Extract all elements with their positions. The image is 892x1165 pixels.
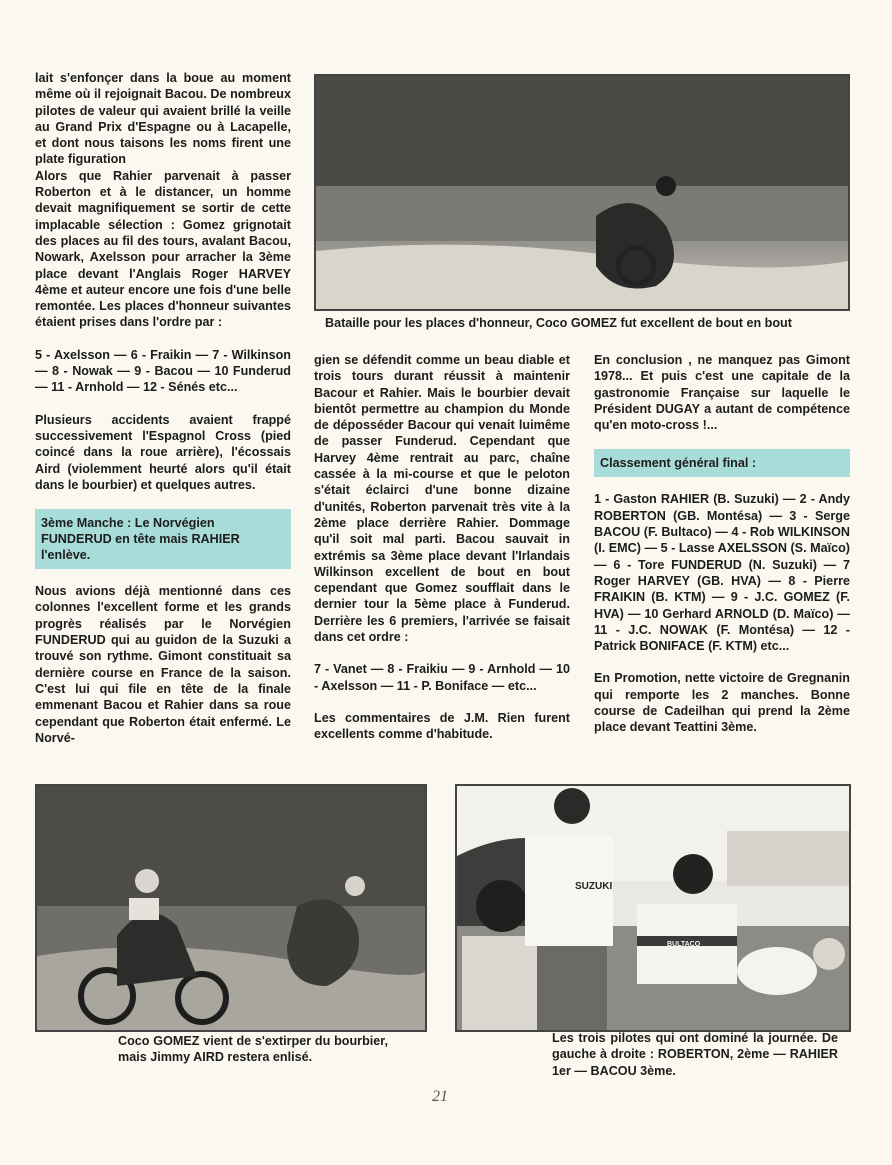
article-column-2 [314,352,570,759]
photo-three-riders [455,784,851,1032]
section-heading-classement: Classement général final : [594,449,850,477]
photo-crowd-race [314,74,850,311]
paragraph: En conclusion , ne manquez pas Gimont 1978... Et puis c'est une capitale de la gastronomie Française sur laquelle le Président DUGAY a autant de compétence qu'en moto-cross !... [594,353,850,433]
caption-bottom-left-photo: Coco GOMEZ vient de s'extirper du bourbier, mais Jimmy AIRD restera enlisé. [118,1034,388,1065]
section-heading-3eme-manche: 3ème Manche : Le Norvégien FUNDERUD en tête mais RAHIER l'enlève. [35,509,291,569]
paragraph: Les commentaires de J.M. Rien furent excellents comme d'habitude. [314,710,570,742]
paragraph: lait s'enfonçer dans la boue au moment même où il rejoignait Bacou. De nombreux pilotes de valeur qui avaient brillé la veille au Grand Prix d'Espagne ou à Lacapelle, et dont nous taisons les noms firent une plate figuration [35,71,291,167]
final-standings: 1 - Gaston RAHIER (B. Suzuki) — 2 - Andy ROBERTON (GB. Montésa) — 3 - Serge BACOU (F. Bultaco) — 4 - Rob WILKINSON (I. EMC) — 5 - Lasse AXELSSON (S. Maïco) — 6 - Tore FUNDERUD (N. Suzuki) — 7 Roger HARVEY (GB. HVA) — 8 - Pierre FRAIKIN (B. KTM) — 9 - J.C. GOMEZ (F. HVA) — 10 Gerhard ARNOLD (D. Maïco) — 11 - J.C. NOWAK (F. Montésa) — 12 - Patrick BONIFACE (F. KTM) etc... [594,492,850,654]
paragraph: gien se défendit comme un beau diable et trois tours durant réussit à maintenir Bacour et Rahier. Mais le bourbier devait bientôt permettre au champion du Monde de déposséder Bacour qui venait luimême de passer Funderud. Cependant que Harvey 4ème rentrait au parc, chaîne cassée à la mi-course et que le peloton s'était éclairci d'une bonne dizaine d'unités, Roberton parvenait très vite à la 2ème place derrière Rahier. Dommage qu'il soit mal parti. Bacou sauvait in extrémis sa 3ème place devant l'Irlandais Wilkinson excellent de bout en bout cependant que Gomez soufflait dans le dernier tour la 5ème place à Funderud. Derrière les 6 premiers, l'arrivée se faisait dans cet ordre : [314,353,570,645]
caption-top-photo: Bataille pour les places d'honneur, Coco GOMEZ fut excellent de bout en bout [325,316,792,330]
photo-gomez-aird [35,784,427,1032]
page-number: 21 [432,1088,448,1105]
bultaco-logo: BULTACO [667,941,701,948]
results-list: 7 - Vanet — 8 - Fraikiu — 9 - Arnhold — 10 - Axelsson — 11 - P. Boniface — etc... [314,662,570,693]
suzuki-logo: SUZUKI [575,881,613,892]
article-column-3 [594,352,850,752]
paragraph: En Promotion, nette victoire de Gregnanin qui remporte les 2 manches. Bonne course de Cadeilhan qui prend la 2ème place devant Teattini 3ème. [594,671,850,735]
paragraph: Nous avions déjà mentionné dans ces colonnes l'excellent forme et les grands progrès réalisés par le Norvégien FUNDERUD qui au guidon de la Suzuki a trouvé son rythme. Gimont constituait sa dernière course en France de la saison. C'est lui qui file en tête de la finale emmenant Bacou et Rahier dans sa roue cependant que Roberton était enfermé. Le Norvé- [35,584,291,745]
paragraph: Alors que Rahier parvenait à passer Roberton et à le distancer, un homme devait magnifiquement se sortir de cette implacable sélection : Gomez grignotait des places au fil des tours, avalant Bacou, Nowark, Axelsson pour arracher la 3ème place devant l'Anglais Roger HARVEY 4ème et auteur encore une fois d'une belle remontée. Les places d'honneur suivantes étaient prises dans l'ordre par : [35,168,291,330]
results-list: 5 - Axelsson — 6 - Fraikin — 7 - Wilkinson — 8 - Nowak — 9 - Bacou — 10 Funderud — 11 - Arnhold — 12 - Sénés etc... [35,347,291,395]
caption-bottom-right-photo: Les trois pilotes qui ont dominé la journée. De gauche à droite : ROBERTON, 2ème — RAHIER 1er — BACOU 3ème. [552,1031,838,1078]
article-column-1 [35,70,291,762]
paragraph: Plusieurs accidents avaient frappé successivement l'Espagnol Cross (pied coincé dans la roue arrière), l'écossais Aird (violemment heurté alors qu'il était dans le bourbier) et quelques autres. [35,412,291,492]
